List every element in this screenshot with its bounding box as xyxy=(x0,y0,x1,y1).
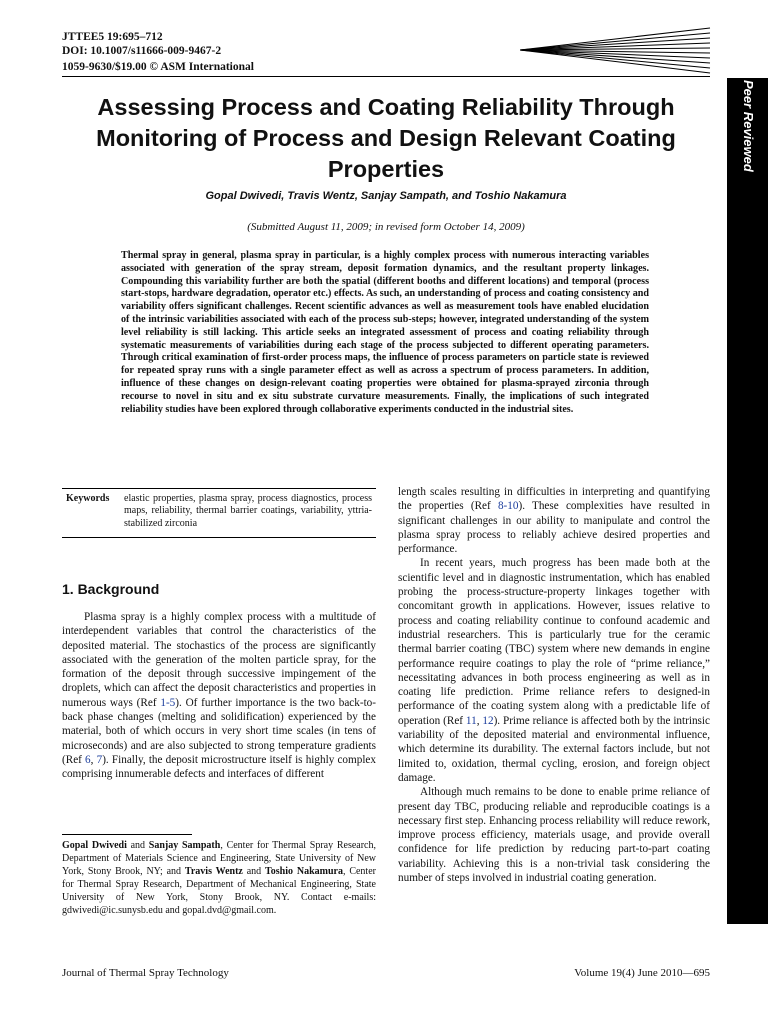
submission-dates: (Submitted August 11, 2009; in revised form October 14, 2009) xyxy=(247,221,525,233)
issn-copyright: 1059-9630/$19.00 © ASM International xyxy=(62,61,254,73)
journal-fan-logo xyxy=(520,26,712,76)
section-heading: 1. Background xyxy=(62,581,160,597)
citation-link[interactable]: 6 xyxy=(85,753,91,766)
background-paragraph: Plasma spray is a highly complex process with a multitude of interdependent variables that control the characteristics of the deposited material. The stochastics of the process are significantly associated with the generation of the molten particle spray, for the formation of the deposit through successive impingement of the droplets, which can affect the deposit characteristics and properties in numerous ways (Ref 1-5). Of further importance is the two back-to-back phase changes (melting and solidification) experienced by the material, both of which occurs in very short time scales (in tens of microseconds) and are also subjected to strong temperature gradients (Ref 6, 7). Finally, the deposit microstructure itself is highly complex comprising innumerable defects and interfaces of different xyxy=(62,611,376,781)
left-column xyxy=(62,610,376,782)
paragraph: In recent years, much progress has been made both at the scientific level and in diagnostic instrumentation, which has enabled probing the process-structure-property linkages together with concomitant growth in applications. However, issues relative to process and coating reliability continue to confound academic and industrial researchers. This is particularly true for the ceramic thermal barrier coating (TBC) system where new demands in engine performance require coatings to play the role of “prime reliance,” necessitating advances in both process engineering as well as in coating life prediction. Prime reliance refers to designed-in performance of the coating system along with a predictable life of operation (Ref 11, 12). Prime reliance is affected both by the intrinsic variability of the deposited material and environmental influence, which determine its durability. The external factors include, but not limited to, oxidation, thermal cycling, erosion, and foreign object damage. xyxy=(398,557,710,784)
citation-link[interactable]: 7 xyxy=(96,753,103,766)
peer-reviewed-label: Peer Reviewed xyxy=(741,80,756,172)
citation-link[interactable]: 11 xyxy=(465,714,477,727)
right-column xyxy=(398,485,710,885)
abstract: Thermal spray in general, plasma spray in particular, is a highly complex process with numerous interacting variables associated with generation of the spray stream, deposit formation dynamics, and the resultant property linkages. Compounding this variability further are both the spatial (different booths and different locations) and temporal (process start-stops, hardware degradation, operator etc.) effects. As such, an understanding of process and coating consistency and variability offers significant challenges. Recent scientific advances as well as measurement tools have enabled elucidation of the intrinsic variabilities associated with each of the process sub-steps; however, integrated understanding of the system level reliability is still lacking. This article seeks an integrated assessment of process and coating reliability through systematic measurements of variabilities during each stage of the process subjected to different operating parameters. Through critical examination of first-order process maps, the influence of process parameters on particle state is reviewed for repeated spray runs with a single parameter effect as well as across a spectrum of process parameters. In addition, influence of these changes on design-relevant coating properties were obtained for plasma-sprayed zirconia through recourse to novel in situ and ex situ substrate curvature measurements. Finally, the implications of such integrated reliability studies have been explored through collaborative experiments conducted in the industrial sites. xyxy=(121,250,649,415)
header-rule xyxy=(62,76,710,77)
keywords-label: Keywords xyxy=(66,493,110,504)
keywords-box xyxy=(62,488,376,538)
paragraph: length scales resulting in difficulties in interpreting and quantifying the properties (Ref 8-10). These complexities have resulted in significant challenges in our ability to manipulate and control the plasma spray process to reliably achieve desired properties and performance. xyxy=(398,486,711,556)
keywords-text: elastic properties, plasma spray, process diagnostics, process maps, reliability, thermal barrier coatings, variability, yttria-stabilized zirconia xyxy=(124,493,372,529)
citation-link[interactable]: 1-5 xyxy=(160,696,176,709)
citation-link[interactable]: 8-10 xyxy=(497,500,519,513)
article-title: Assessing Process and Coating Reliability Through Monitoring of Process and Design Relevant Coating Properties xyxy=(96,94,676,182)
journal-code: JTTEE5 19:695–712 xyxy=(62,31,163,43)
paragraph: Although much remains to be done to enable prime reliance of present day TBC, producing reliable and reproducible coatings is a necessary first step. Enhancing process reliability will reduce rework, improve process efficiency, materials usage, and provide overall confidence for life prediction by reducing part-to-part coating variability. Achieving this is a non-trivial task considering the number of steps involved in industrial coating generation. xyxy=(398,786,710,885)
footnote-rule xyxy=(62,834,192,835)
peer-reviewed-bar xyxy=(727,78,768,924)
citation-link[interactable]: 12 xyxy=(482,714,494,727)
footer-journal-name: Journal of Thermal Spray Technology xyxy=(62,967,229,979)
author-list: Gopal Dwivedi, Travis Wentz, Sanjay Sampath, and Toshio Nakamura xyxy=(205,190,567,202)
footer-volume-page: Volume 19(4) June 2010—695 xyxy=(574,967,710,979)
author-affiliations: Gopal Dwivedi and Sanjay Sampath, Center for Thermal Spray Research, Department of Materials Science and Engineering, State University of New York, Stony Brook, NY; and Travis Wentz and Toshio Nakamura, Center for Thermal Spray Research, Department of Mechanical Engineering, State University of New York, Stony Brook, NY. Contact e-mails: gdwivedi@ic.sunysb.edu and gopal.dvd@gmail.com. xyxy=(62,840,376,916)
doi: DOI: 10.1007/s11666-009-9467-2 xyxy=(62,45,222,57)
